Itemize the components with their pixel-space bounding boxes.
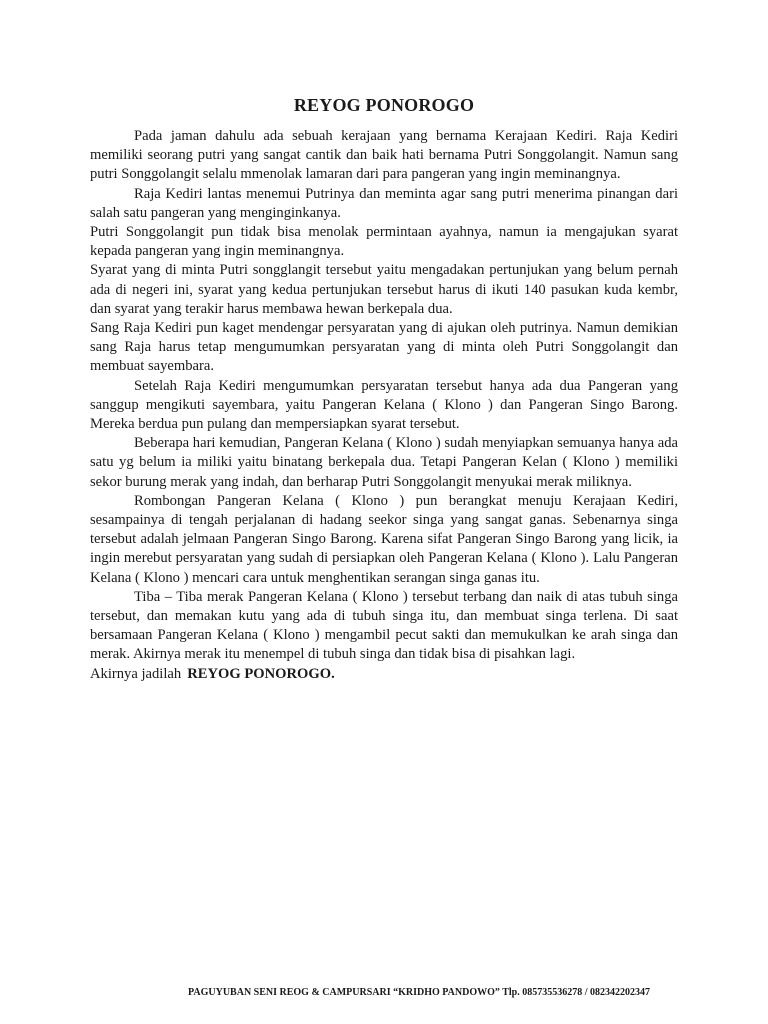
- closing-line: [90, 665, 678, 684]
- closing-emphasis: REYOG PONOROGO.: [187, 665, 335, 682]
- paragraph-6: Setelah Raja Kediri mengumumkan persyaratan tersebut hanya ada dua Pangeran yang sanggup mengikuti sayembara, yaitu Pangeran Kelana ( Klono ) dan Pangeran Singo Barong. Mereka berdua pun pulang dan mempersiapkan syarat tersebut.: [90, 377, 678, 433]
- paragraph-9: Tiba – Tiba merak Pangeran Kelana ( Klono ) tersebut terbang dan naik di atas tubuh singa tersebut, dan memakan kutu yang ada di tubuh singa itu, dan membuat singa terlena. Di saat bersamaan Pangeran Kelana ( Klono ) mengambil pecut sakti dan memukulkan ke arah singa dan merak. Akirnya merak itu menempel di tubuh singa dan tidak bisa di pisahkan lagi.: [90, 588, 678, 663]
- paragraph-8: Rombongan Pangeran Kelana ( Klono ) pun berangkat menuju Kerajaan Kediri, sesampainya di tengah perjalanan di hadang seekor singa yang sangat ganas. Sebenarnya singa tersebut adalah jelmaan Pangeran Singo Barong. Karena sifat Pangeran Singo Barong yang licik, ia ingin merebut persyaratan yang sudah di persiapkan oleh Pangeran Kelana ( Klono ). Lalu Pangeran Kelana ( Klono ) mencari cara untuk menghentikan serangan singa ganas itu.: [90, 492, 678, 586]
- document-body: [90, 127, 678, 684]
- closing-text: Akirnya jadilah: [90, 665, 182, 682]
- paragraph-1: Pada jaman dahulu ada sebuah kerajaan yang bernama Kerajaan Kediri. Raja Kediri memiliki seorang putri yang sangat cantik dan baik hati bernama Putri Songgolangit. Namun sang putri Songgolangit selalu mmenolak lamaran dari para pangeran yang ingin meminangnya.: [90, 128, 678, 183]
- paragraph-5: Sang Raja Kediri pun kaget mendengar persyaratan yang di ajukan oleh putrinya. Namun demikian sang Raja harus tetap mengumumkan persyaratan yang di minta oleh Putri Songgolangit dan membuat sayembara.: [90, 320, 678, 375]
- page-footer: PAGUYUBAN SENI REOG & CAMPURSARI “KRIDHO PANDOWO” Tlp. 085735536278 / 082342202347: [188, 987, 650, 998]
- paragraph-2: Raja Kediri lantas menemui Putrinya dan meminta agar sang putri menerima pinangan dari salah satu pangeran yang menginginkanya.: [90, 185, 678, 221]
- document-title: REYOG PONOROGO: [293, 95, 475, 115]
- paragraph-7: Beberapa hari kemudian, Pangeran Kelana ( Klono ) sudah menyiapkan semuanya hanya ada satu yg belum ia miliki yaitu binatang berkepala dua. Tetapi Pangeran Kelan ( Klono ) memiliki sekor burung merak yang indah, dan berharap Putri Songgolangit menyukai merak miliknya.: [90, 435, 678, 490]
- paragraph-3: Putri Songgolangit pun tidak bisa menolak permintaan ayahnya, namun ia mengajukan syarat kepada pangeran yang ingin meminangnya.: [90, 224, 678, 260]
- paragraph-4: Syarat yang di minta Putri songglangit tersebut yaitu mengadakan pertunjukan yang belum pernah ada di negeri ini, syarat yang kedua pertunjukan tersebut harus di ikuti 140 pasukan kuda kembr, dan syarat yang terakir harus membawa hewan berkepala dua.: [90, 262, 678, 317]
